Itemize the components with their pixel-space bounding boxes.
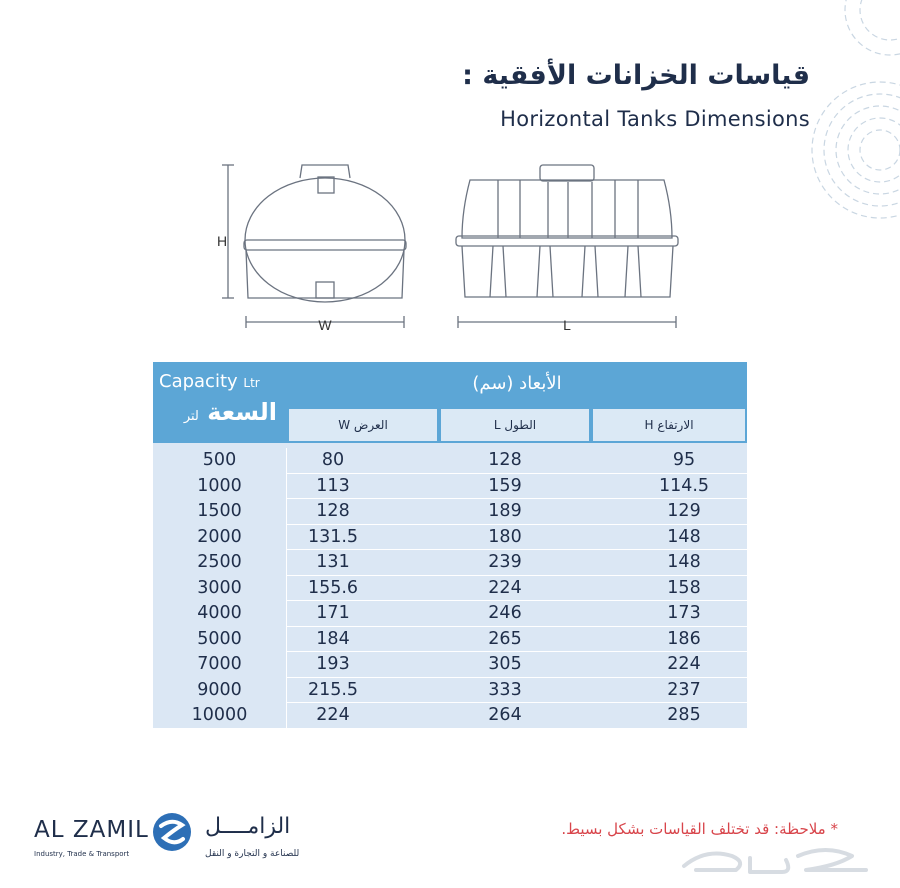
table-row bbox=[153, 627, 747, 653]
height-cell: 173 bbox=[667, 603, 701, 623]
measurement-note: * ملاحظة: قد تختلف القياسات بشكل بسيط. bbox=[561, 820, 838, 838]
table-row bbox=[153, 652, 747, 678]
width-cell: 155.6 bbox=[307, 577, 359, 598]
capacity-cell: 3000 bbox=[153, 576, 287, 602]
length-cell: 265 bbox=[488, 628, 522, 649]
length-cell: 246 bbox=[488, 603, 522, 623]
length-cell: 128 bbox=[488, 450, 522, 470]
capacity-cell: 1500 bbox=[153, 499, 287, 525]
height-label: H bbox=[216, 233, 228, 249]
height-cell: 224 bbox=[667, 654, 701, 674]
capacity-cell: 2000 bbox=[153, 525, 287, 551]
column-header-length: الطول L bbox=[441, 409, 589, 441]
brand-tagline-arabic: للصناعة و التجارة و النقل bbox=[205, 849, 300, 859]
height-cell: 95 bbox=[672, 450, 696, 470]
capacity-cell: 5000 bbox=[153, 627, 287, 653]
length-cell: 189 bbox=[488, 501, 522, 521]
column-header-width: العرض W bbox=[289, 409, 437, 441]
front-view-tank bbox=[244, 165, 406, 302]
table-row bbox=[153, 703, 747, 729]
table-row bbox=[153, 474, 747, 500]
brand-name-arabic: الزامــــل bbox=[205, 814, 291, 839]
width-cell: 131.5 bbox=[307, 526, 359, 547]
table-body bbox=[153, 448, 747, 729]
page-title-arabic: قياسات الخزانات الأفقية : bbox=[462, 60, 810, 91]
length-cell: 305 bbox=[488, 654, 522, 674]
width-cell: 184 bbox=[316, 628, 350, 649]
capacity-label-ar: السعة bbox=[207, 398, 277, 426]
capacity-label-en: Capacity bbox=[159, 371, 238, 392]
capacity-cell: 500 bbox=[153, 448, 287, 474]
table-row bbox=[153, 601, 747, 627]
height-cell: 186 bbox=[667, 628, 701, 649]
length-cell: 180 bbox=[488, 526, 522, 547]
width-cell: 224 bbox=[316, 705, 350, 725]
capacity-cell: 2500 bbox=[153, 550, 287, 576]
width-cell: 193 bbox=[316, 654, 350, 674]
width-cell: 113 bbox=[316, 475, 350, 496]
brand-name-english: AL ZAMIL bbox=[34, 817, 149, 843]
capacity-cell: 9000 bbox=[153, 678, 287, 704]
height-cell: 285 bbox=[667, 705, 701, 725]
length-label: L bbox=[563, 317, 571, 333]
brand-tagline-english: Industry, Trade & Transport bbox=[34, 850, 130, 858]
table-row bbox=[153, 499, 747, 525]
length-cell: 159 bbox=[488, 475, 522, 496]
dimension-column-headers bbox=[287, 406, 747, 443]
table-row bbox=[153, 678, 747, 704]
table-row bbox=[153, 550, 747, 576]
dimensions-header: الأبعاد (سم) bbox=[287, 362, 747, 406]
length-cell: 224 bbox=[488, 577, 522, 598]
table-row bbox=[153, 525, 747, 551]
haraj-watermark-icon bbox=[676, 836, 876, 884]
capacity-cell: 1000 bbox=[153, 474, 287, 500]
height-cell: 129 bbox=[667, 501, 701, 521]
width-label: W bbox=[318, 317, 332, 333]
dimensions-table bbox=[153, 362, 747, 728]
height-dimension-line bbox=[222, 165, 234, 298]
length-cell: 264 bbox=[488, 705, 522, 725]
width-cell: 80 bbox=[321, 450, 345, 470]
table-row bbox=[153, 576, 747, 602]
width-cell: 128 bbox=[316, 501, 350, 521]
capacity-cell: 7000 bbox=[153, 652, 287, 678]
width-cell: 171 bbox=[316, 603, 350, 623]
page-title-english: Horizontal Tanks Dimensions bbox=[500, 107, 810, 131]
height-cell: 148 bbox=[667, 526, 701, 547]
length-cell: 333 bbox=[488, 679, 522, 700]
height-cell: 114.5 bbox=[658, 475, 710, 496]
width-cell: 131 bbox=[316, 552, 350, 572]
capacity-cell: 4000 bbox=[153, 601, 287, 627]
height-cell: 148 bbox=[667, 552, 701, 572]
height-cell: 237 bbox=[667, 679, 701, 700]
capacity-cell: 10000 bbox=[153, 703, 287, 729]
capacity-unit-ar: لتر bbox=[183, 409, 199, 424]
height-cell: 158 bbox=[667, 577, 701, 598]
logo-mark-icon bbox=[0, 0, 200, 888]
side-view-tank bbox=[456, 165, 678, 297]
column-header-height: الارتفاع H bbox=[593, 409, 745, 441]
table-row bbox=[153, 448, 747, 474]
width-cell: 215.5 bbox=[307, 679, 359, 700]
capacity-unit-en: Ltr bbox=[243, 376, 260, 390]
length-cell: 239 bbox=[488, 552, 522, 572]
